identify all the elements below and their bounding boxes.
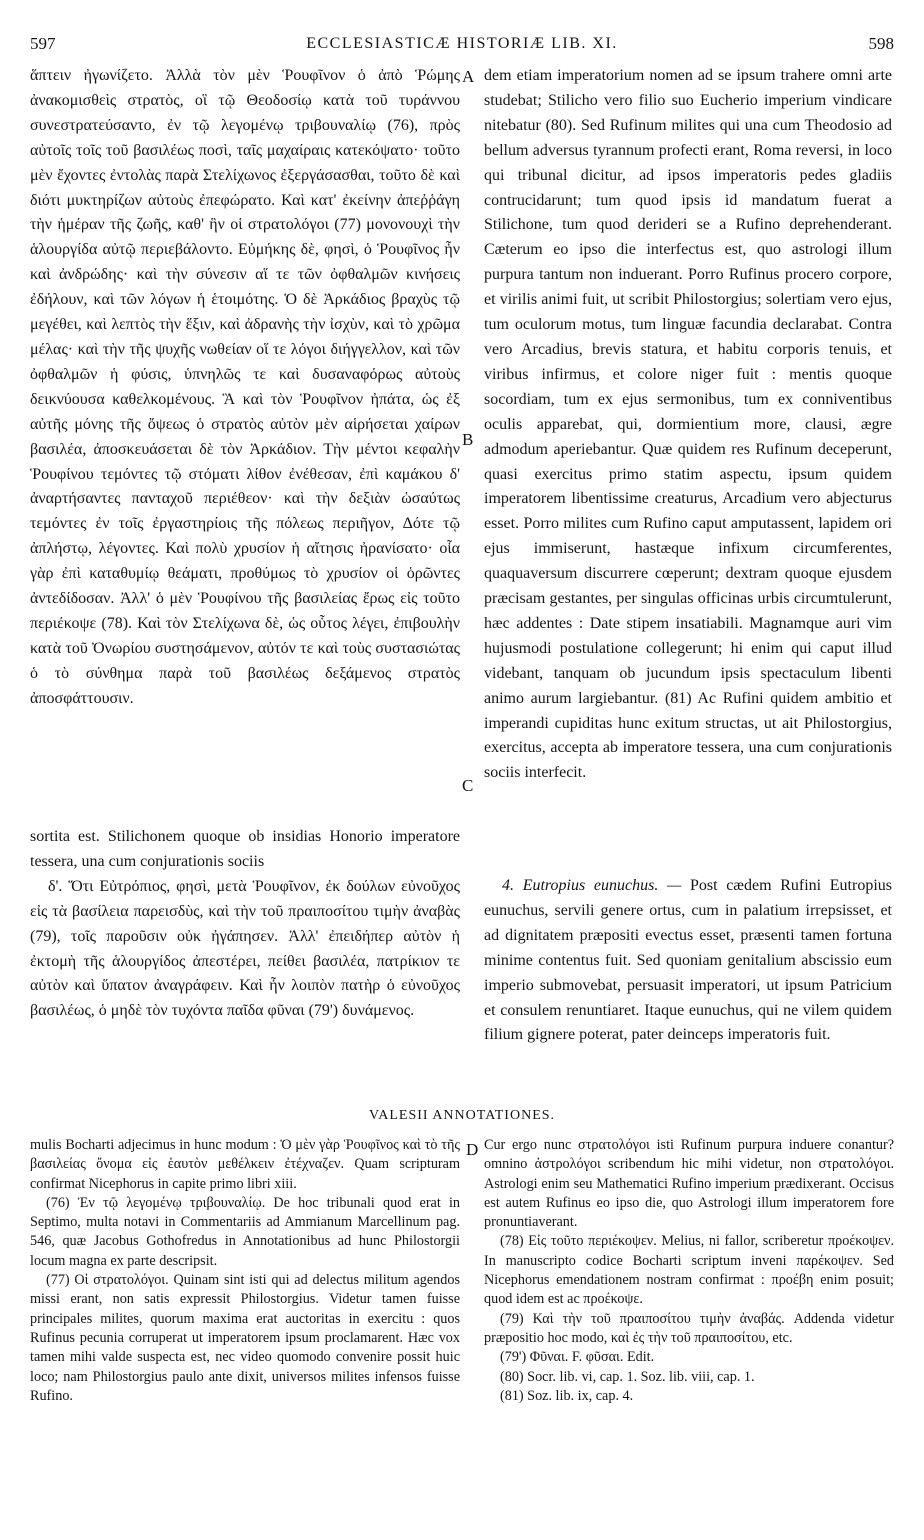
- greek-main-column: [30, 64, 460, 712]
- greek-section-4: δ'. Ὅτι Εὐτρόπιος, φησὶ, μετὰ Ῥουφῖνον, ἐκ δούλων εὐνοῦχος εἰς τὰ βασίλεια παρεισδὺς, καὶ τὴν τοῦ πραιποσίτου τιμὴν ἀναβὰς (79), τοῖς παροῦσιν οὐκ ἠγάπησεν. Ἀλλ' ἐπειδήπερ αὐτὸν ἡ ἐκτομὴ τῆς ἁλουργίδος ἀπεστέρει, πείθει βασιλέα, πατρίκιον τε αὐτὸν καὶ ὕπατον ἀναγράφειν. Καὶ ἦν λοιπὸν πατὴρ ὁ εὐνοῦχος βασιλέως, ὁ μηδὲ τὸν τυχόντα παῖδα φῦναι (79') δυνάμενος.: [30, 877, 460, 1020]
- greek-section-4-column: [30, 825, 460, 1024]
- note-paragraph: (79') Φῦναι. F. φῦσαι. Edit.: [500, 1349, 655, 1366]
- note-paragraph: mulis Bocharti adjecimus in hunc modum : Ὁ μὲν γὰρ Ῥουφῖνος καὶ τὸ τῆς βασιλείας ὄνομα εἰς ἑαυτὸν μεθέλκειν ἐτέχναζεν. Quam scripturam confirmat Nicephorus in capite primo libri xiii.: [30, 1137, 460, 1192]
- note-paragraph: (79) Καὶ τὴν τοῦ πραιποσίτου τιμὴν ἀναβάς. Addenda videtur præpositio hoc modo, καὶ ἐς τὴν τοῦ πραιποσίτου, etc.: [484, 1310, 894, 1346]
- running-title: ECCLESIASTICÆ HISTORIÆ LIB. XI.: [306, 35, 618, 52]
- latin-section-4-text: Post cædem Rufini Eutropius eunuchus, servili genere ortus, cum in palatium irrepsisset, et ad dignitatem præpositi evectus esset, præsenti tamen fortuna minime contentus fuit. Sed quoniam genitalium abscissio eum imperio submovebat, persuasit imperatori, ut ipsum Patricium et consulem renuntiaret. Itaque eunuchus, qui ne vilem quidem filium gignere poterat, pater deinceps imperatoris fuit.: [484, 877, 892, 1044]
- margin-marker-d: D: [466, 1140, 479, 1159]
- margin-marker-c: C: [462, 776, 474, 795]
- latin-continuation: sortita est. Stilichonem quoque ob insidias Honorio imperatore tessera, una cum conjurationis sociis: [30, 828, 460, 870]
- margin-marker-b: B: [462, 430, 474, 449]
- note-paragraph: (78) Εἰς τοῦτο περιέκοψεν. Melius, ni fallor, scriberetur προέκοψεν. In manuscripto codice Bocharti scriptum inveni παρέκοψεν. Sed Nicephorus emendationem nostram confirmat : προέβη enim posuit; quod idem est ac προέκοψε.: [484, 1233, 894, 1308]
- note-paragraph: (76) Ἐν τῷ λεγομένῳ τριβουναλίῳ. De hoc tribunali quod erat in Septimo, multa notavi in Commentariis ad Ammianum Marcellinum pag. 546, quæ Jacobus Gothofredus in Annotationibus ad hunc Philostorgii locum magna ex parte descripsit.: [30, 1194, 460, 1269]
- latin-section-4: [484, 874, 892, 1048]
- annotations-title: VALESII ANNOTATIONES.: [368, 1108, 556, 1123]
- latin-section-4-heading: 4. Eutropius eunuchus. —: [502, 877, 682, 894]
- notes-left-column: [30, 1136, 460, 1406]
- note-paragraph: (81) Soz. lib. ix, cap. 4.: [500, 1387, 634, 1404]
- running-header: [30, 34, 894, 58]
- notes-right-column: [484, 1136, 894, 1406]
- note-paragraph: Cur ergo nunc στρατολόγοι isti Rufinum purpura induere conantur? omnino ἀστρολόγοι scribendum hic mihi videtur, non στρατολόγοι. Astrologi enim seu Mathematici Rufino imperium prædixerant. Occisus est autem Rufinus eo ipso die, quo Astrologi illum imperatorem fore pronuntiaverant.: [484, 1137, 894, 1231]
- margin-marker-a: A: [462, 67, 475, 86]
- note-paragraph: (80) Socr. lib. vi, cap. 1. Soz. lib. viii, cap. 1.: [500, 1368, 755, 1385]
- greek-paragraph: ἅπτειν ἠγωνίζετο. Ἀλλὰ τὸν μὲν Ῥουφῖνον ὁ ἀπὸ Ῥώμης ἀνακομισθεὶς στρατὸς, οἳ τῷ Θεοδοσίῳ κατὰ τοῦ τυράννου συνεστρατεύσαντο, ἐν τῷ λεγομένῳ τριβουναλίῳ (76), πρὸς αὐτοῖς τοῖς τοῦ βασιλέως ποσὶ, ταῖς μαχαίραις κατεκόψατο· τοῦτο μὲν ἔχοντες ἐντολὰς παρὰ Στελίχωνος ἐξεργάσασθαι, τοῦτο δὲ καὶ διότι μυκτηρίζων αὐτοὺς ἐπεφώρατο. Καὶ κατ' ἐκείνην ἀπεῤῥάγη τὴν ἡμέραν τῆς ζωῆς, καθ' ἣν οἱ στρατολόγοι (77) μονονουχὶ τὴν ἁλουργίδα αὐτῷ περιεβάλοντο. Εὐμήκης δὲ, φησὶ, ὁ Ῥουφῖνος ἦν καὶ ἀνδρώδης· καὶ τὴν σύνεσιν αἵ τε τῶν ὀφθαλμῶν κινήσεις ἐδήλουν, καὶ τῶν λόγων ἡ ἑτοιμότης. Ὁ δὲ Ἀρκάδιος βραχὺς τῷ μεγέθει, καὶ λεπτὸς τὴν ἕξιν, καὶ ἀδρανὴς τὴν ἰσχὺν, καὶ τὸ χρῶμα μέλας· καὶ τὴν τῆς ψυχῆς νωθείαν οἵ τε λόγοι διήγγελλον, καὶ τῶν ὀφθαλμῶν ἡ φύσις, ὑπνηλῶς τε καὶ δυσαναφόρως αὐτοὺς δεικνύουσα καθελκομένους. Ἃ καὶ τὸν Ῥουφῖνον ἠπάτα, ὡς ἐξ αὐτῆς μόνης τῆς ὄψεως ὁ στρατὸς αὐτὸν μὲν αἱρήσεται χαίρων βασιλέα, ἀποσκευάσεται δὲ τὸν Ἀρκάδιον. Τὴν μέντοι κεφαλὴν Ῥουφίνου τεμόντες τῷ στόματι λίθον ἐνέθεσαν, ἐπὶ καμάκου δ' ἀναρτήσαντες πανταχοῦ περιέθεον· καὶ τὴν δεξιὰν ὡσαύτως τεμόντες ἐν τοῖς ἐργαστηρίοις τῆς πόλεως περιῆγον, Δότε τῷ ἀπλήστῳ, λέγοντες. Καὶ πολὺ χρυσίον ἡ αἴτησις ἠρανίσατο· οἷα γὰρ ἐπὶ καταθυμίῳ θεάματι, προθύμως τὸ χρυσίον οἱ ὁρῶντες ἀντεδίδοσαν. Ἀλλ' ὁ μὲν Ῥουφίνου τῆς βασιλείας ἔρως εἰς τοῦτο περιέκοψε (78). Καὶ τὸν Στελίχωνα δὲ, ὡς οὗτος λέγει, ἐπιβουλὴν κατὰ τοῦ Ὀνωρίου συστησάμενον, αὐτόν τε καὶ τοὺς συστασιώτας ὁ τὸ σύνθημα παρὰ τοῦ βασιλέως δεξάμενος στρατὸς ἀποσφάττουσιν.: [30, 67, 460, 707]
- note-paragraph: (77) Οἱ στρατολόγοι. Quinam sint isti qui ad delectus militum agendos missi erant, non satis expressit Philostorgius. Videtur tamen fuisse principales milites, quorum maxima erat auctoritas in exercitu : quos Rufinus pecunia corruperat ut imperatorem ipsum proclamarent. Hæc vox tamen mihi valde suspecta est, nec video quomodo convenire possit huic loco; nam Philostorgius paulo ante dixit, universos milites infensos fuisse Rufino.: [30, 1272, 460, 1404]
- latin-paragraph: dem etiam imperatorium nomen ad se ipsum trahere omni arte studebat; Stilicho vero filio suo Eucherio imperium vindicare nitebatur (80). Sed Rufinum milites qui una cum Theodosio ad bellum adversus tyrannum profecti erant, Roma reversi, in loco qui tribunal dicitur, ad ipsos imperatoris pedes gladiis contrucidarunt; tum quod ipsis id mandatum fuerat a Stilichone, tum quod derideri se a Rufino deprehenderant. Cæterum eo ipso die interfectus est, quo astrologi illum purpura tantum non induerant. Porro Rufinus procero corpore, et virilis animi fuit, ut scribit Philostorgius; solertiam vero ejus, tum oculorum motus, tum linguæ facundia declarabat. Contra vero Arcadius, brevis statura, et habitu corporis tenuis, et viribus infirmus, et colore niger fuit : mentis quoque socordiam, tum ex ejus sermonibus, tum ex conniventibus oculis apparebat, qui, dormientium more, clausi, ægre admodum aperiebantur. Quæ quidem res Rufinum deceperunt, quasi exercitus primo statim aspectu, ipsum quidem imperatorem libentissime creaturus, Arcadium vero abjecturus esset. Porro milites cum Rufino caput amputassent, lapidem ori ejus immiserunt, hastæque infixum circumferentes, quaquaversum discurrere cœperunt; dextram quoque ejusdem præcisam gestantes, per singulas officinas urbis circumtulerunt, hæc addentes : Date stipem insatiabili. Magnamque auri vim hujusmodi postulatione collegerunt; hi enim qui caput illud videbant, tanquam ob jucundum ipsis spectaculum libenti animo aurum largiebantur. (81) Ac Rufini quidem ambitio et imperandi cupiditas hunc exitum structas, ut ait Philostorgius, exercitus, accepta ab imperatore tessera, una cum conjurationis sociis interfecit.: [484, 67, 892, 782]
- latin-main-column: [484, 64, 892, 786]
- latin-section-4-column: [484, 874, 892, 1048]
- page-number-right: 598: [868, 34, 894, 53]
- page-number-left: 597: [30, 34, 56, 53]
